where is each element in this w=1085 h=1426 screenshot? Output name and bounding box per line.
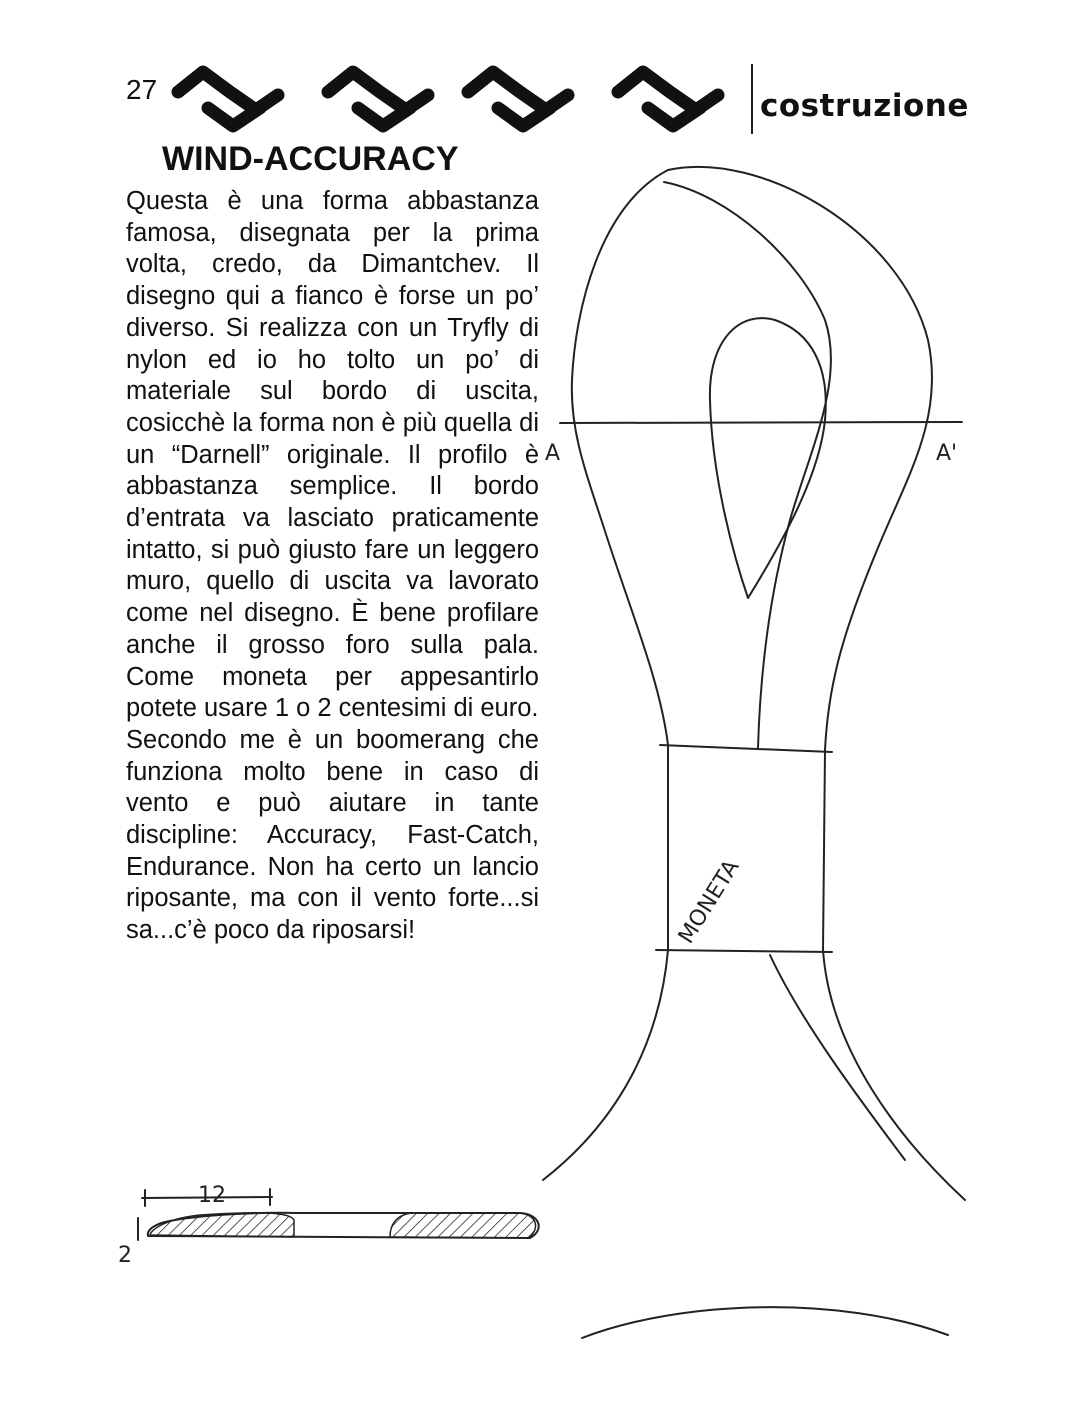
profile-width-label: 12: [198, 1183, 226, 1208]
profile-section: [118, 1183, 539, 1268]
coin-box-bottom: [656, 950, 832, 952]
profile-thickness-label: 2: [118, 1243, 132, 1268]
lower-edge-line: [770, 955, 905, 1160]
boomerang-outline-right: [668, 167, 965, 1200]
bottom-arc: [582, 1307, 948, 1338]
article-title: WIND-ACCURACY: [162, 140, 459, 178]
article-paragraph-2: Secondo me è un boomerang che funziona molto bene in caso di vento e può aiutare in tante discipline: Accuracy, Fast-Catch, Endurance. Non ha certo un lancio riposante, ma con il vento forte...si sa...c’è poco da riposarsi!: [126, 725, 539, 945]
coin-label: MONETA: [673, 855, 745, 949]
teardrop-hole: [710, 318, 826, 598]
section-label: costruzione: [760, 88, 969, 124]
section-label-a-prime: A': [936, 441, 958, 466]
coin-box-top: [660, 745, 832, 752]
page-number: 27: [126, 74, 158, 105]
section-line: [560, 422, 962, 423]
boomerang-outline-left: [543, 170, 668, 1180]
trailing-edge-line: [664, 182, 831, 748]
article-paragraph-1: Questa è una forma abbastanza famosa, disegnata per la prima volta, credo, da Dimantchev. Il disegno qui a fianco è forse un po’ diverso. Si realizza con un Tryfly di nylon ed io ho tolto un po’ di materiale sul bordo di uscita, cosicchè la forma non è più quella di un “Darnell” originale. Il profilo è abbastanza semplice. Il bordo d’entrata va lasciato praticamente intatto, si può giusto fare un leggero muro, quello di uscita va lavorato come nel disegno. È bene profilare anche il grosso foro sulla pala. Come moneta per appesantirlo potete usare 1 o 2 centesimi di euro.: [126, 187, 539, 723]
section-label-a: A: [545, 441, 561, 466]
